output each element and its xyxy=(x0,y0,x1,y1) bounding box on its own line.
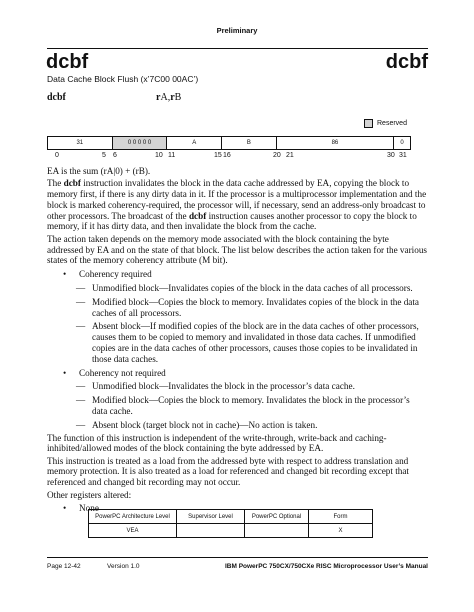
page-title-right: dcbf xyxy=(385,51,428,73)
treatment-paragraph: This instruction is treated as a load from the addressed byte with respect to address translation and memory protection. It is also treated as a load for referenced and changed bit recording except that referenced and changed bit recording may not occur. xyxy=(47,455,409,488)
sub-list-item-text: Absent block—If modified copies of the block are in the data caches of other processors, causes them to be copied to memory and invalidated in those data caches. If unmodified copies are in the data caches of other processors, causes those copies to be invalidated in those data caches. xyxy=(92,321,419,364)
architecture-table xyxy=(88,509,373,538)
dash: — xyxy=(76,282,86,293)
registers-altered-heading: Other registers altered: xyxy=(47,489,132,500)
dash: — xyxy=(76,395,86,406)
bit-number: 11 xyxy=(168,152,176,159)
text-run: instruction invalidates the block in the data cache addressed by EA, copying the block to memory first, if there is any dirty data in it. If the processor is a multiprocessor implementation and the block is marked coherency-required, the processor will, if necessary, send an address-only broadcast to other processors. The broadcast of the xyxy=(47,178,427,221)
list-item-label: None xyxy=(79,503,99,514)
table-cell xyxy=(177,524,245,538)
sub-list-item xyxy=(76,321,427,364)
bit-number: 0 xyxy=(55,152,59,159)
ea-definition: EA is the sum (rA|0) + (rB). xyxy=(47,166,151,176)
bit-number: 30 xyxy=(387,152,395,159)
reserved-legend xyxy=(364,119,407,128)
description xyxy=(47,166,427,514)
sub-list-item xyxy=(76,420,427,431)
bit-number: 20 xyxy=(273,152,281,159)
syntax-sep: , xyxy=(167,92,171,103)
text-run: The xyxy=(47,178,64,189)
page-title: dcbf xyxy=(46,51,89,73)
syntax-mnemonic: dcbf xyxy=(47,92,66,103)
encoding-field-xo: 86 xyxy=(277,137,394,149)
table-cell: VEA xyxy=(89,524,177,538)
mnemonic-ref: dcbf xyxy=(63,178,81,189)
list-item-label: Coherency required xyxy=(79,269,152,280)
list-item-label: Coherency not required xyxy=(79,367,166,378)
encoding-field-reserved: 0 0 0 0 0 xyxy=(113,137,168,149)
bullet: • xyxy=(63,269,67,280)
table-header: Form xyxy=(309,510,373,524)
dash: — xyxy=(76,296,86,307)
syntax-rb-b: B xyxy=(174,92,182,103)
table-header-row xyxy=(89,510,373,524)
header-rule xyxy=(47,48,428,49)
sub-list-item-text: Absent block (target block not in cache)—No action is taken. xyxy=(92,419,318,430)
independence-paragraph: The function of this instruction is independent of the write-through, write-back and caching-inhibited/allowed modes of the block containing the byte addressed by EA. xyxy=(47,432,387,454)
reserved-label: Reserved xyxy=(377,120,407,127)
encoding-field-opcode: 31 xyxy=(48,137,113,149)
dash: — xyxy=(76,381,86,392)
version-label: Version 1.0 xyxy=(107,563,140,570)
manual-title: IBM PowerPC 750CX/750CXe RISC Microprocessor User’s Manual xyxy=(224,563,428,570)
bit-number: 10 xyxy=(155,152,163,159)
bullet: • xyxy=(63,367,67,378)
bit-number: 16 xyxy=(223,152,231,159)
syntax-ra-r: r xyxy=(156,92,161,103)
table-cell: X xyxy=(309,524,373,538)
bit-number: 5 xyxy=(102,152,106,159)
table-header: PowerPC Optional xyxy=(245,510,309,524)
footer-rule xyxy=(47,557,428,558)
preliminary-label: Preliminary xyxy=(216,26,258,35)
encoding-field-rc: 0 xyxy=(400,140,404,146)
sub-list-item xyxy=(76,395,427,417)
instruction-subtitle: Data Cache Block Flush (x’7C00 00AC’) xyxy=(47,74,199,84)
list-item xyxy=(63,368,427,379)
sub-list-item-text: Unmodified block—Invalidates the block in the processor’s data cache. xyxy=(92,381,355,392)
bullet: • xyxy=(63,503,67,514)
sub-list-item-text: Unmodified block—Invalidates copies of the block in the data caches of all processors. xyxy=(92,282,413,293)
bit-number: 15 xyxy=(214,152,222,159)
encoding-field-a: A xyxy=(167,137,222,149)
dash: — xyxy=(76,419,86,430)
text-run: instruction causes another processor to copy the block to memory, if it has dirty data, and then invalidate the block from the cache. xyxy=(47,210,417,232)
table-header: PowerPC Architecture Level xyxy=(89,510,177,524)
reserved-swatch xyxy=(364,119,373,128)
syntax-operands xyxy=(156,92,181,103)
syntax-ra-a: A xyxy=(160,92,168,103)
bit-number: 21 xyxy=(286,152,294,159)
sub-list-item xyxy=(76,381,427,392)
sub-list-item xyxy=(76,283,427,294)
syntax-rb-r: r xyxy=(170,92,175,103)
table-header: Supervisor Level xyxy=(177,510,245,524)
sub-list-item xyxy=(76,297,427,319)
table-row xyxy=(89,524,373,538)
dash: — xyxy=(76,321,86,332)
instruction-encoding xyxy=(47,136,411,150)
sub-list-item-text: Modified block—Copies the block to memory. Invalidates copies of the block in the data caches of all processors. xyxy=(92,296,420,318)
bit-number: 31 xyxy=(399,152,407,159)
encoding-field-b: B xyxy=(222,137,277,149)
description-paragraph xyxy=(47,178,427,232)
action-paragraph: The action taken depends on the memory mode associated with the block containing the byte addressed by EA and on the state of that block. The list below describes the action taken for the various states of the memory coherency attribute (M bit). xyxy=(47,233,427,266)
table-cell xyxy=(245,524,309,538)
sub-list-item-text: Modified block—Copies the block to memory. Invalidates the block in the processor’s data cache. xyxy=(92,395,410,416)
bit-number: 6 xyxy=(113,152,117,159)
list-item xyxy=(63,269,427,280)
page-number: Page 12-42 xyxy=(47,563,81,570)
bit-numbers xyxy=(47,152,411,162)
mnemonic-ref: dcbf xyxy=(188,210,207,221)
